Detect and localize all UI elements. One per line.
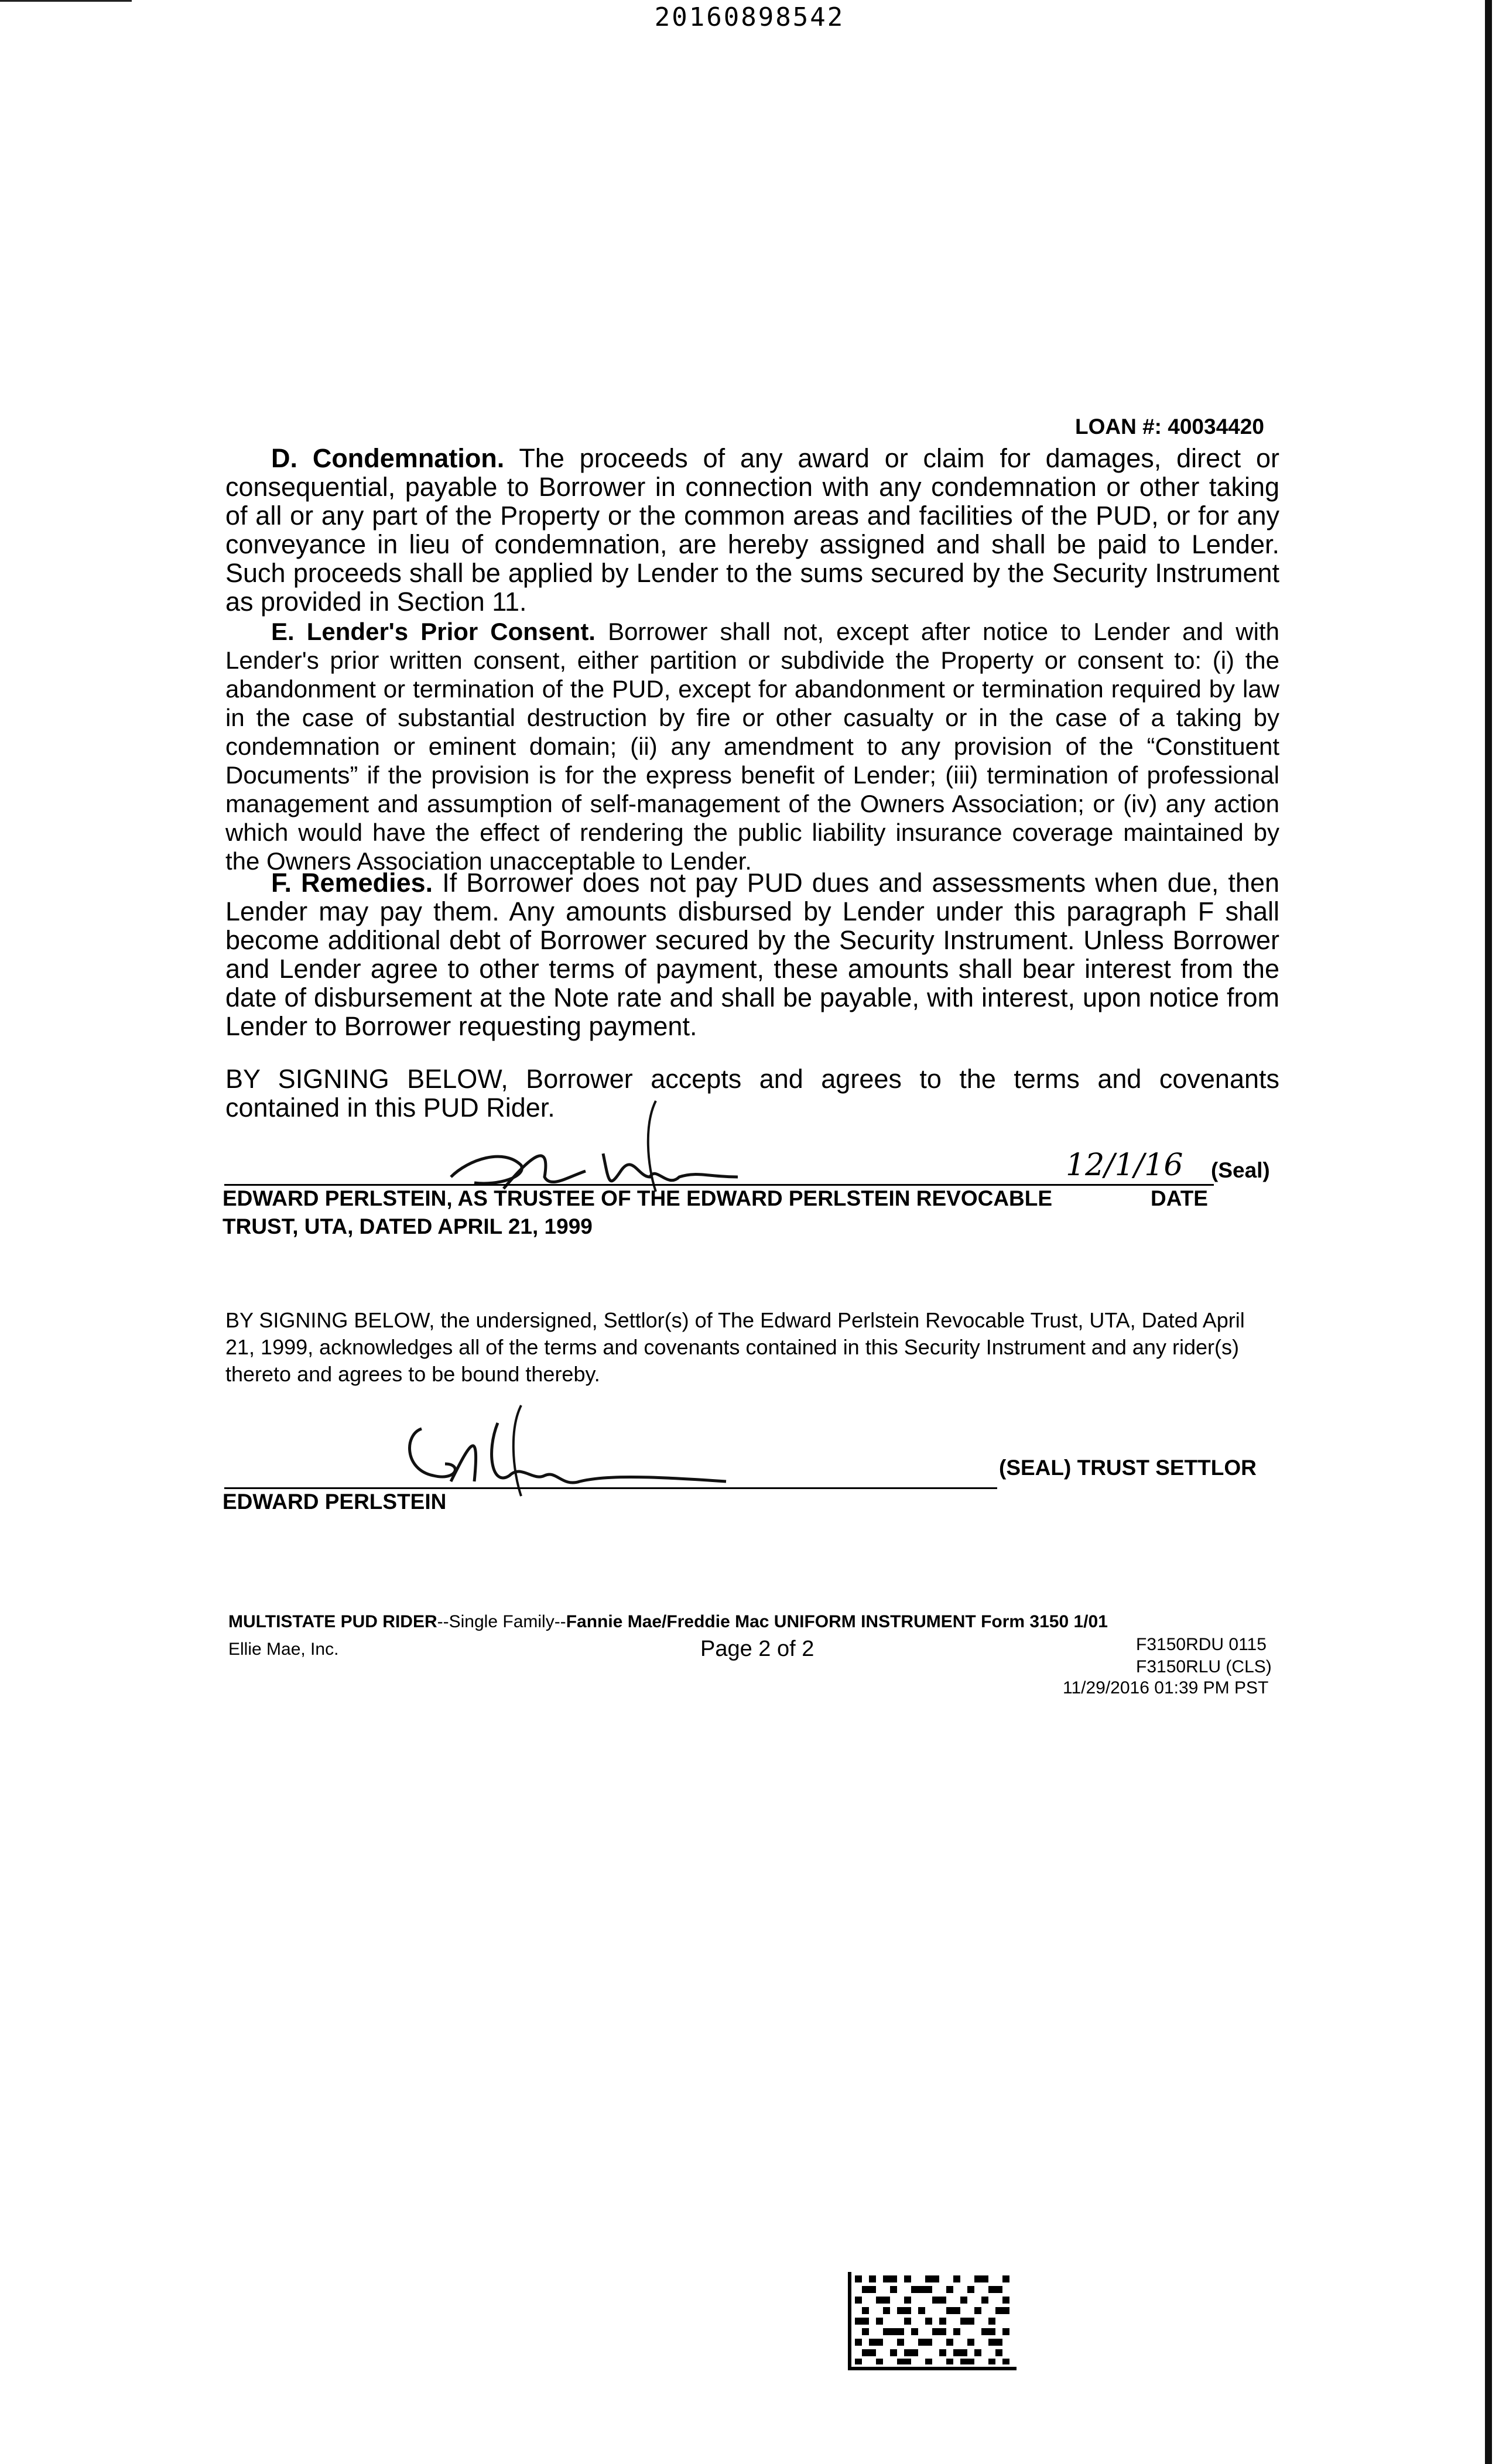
document-number: 20160898542 (654, 2, 845, 32)
barcode-2d (848, 2272, 1017, 2370)
company-name: Ellie Mae, Inc. (228, 1640, 339, 1659)
section-heading: D. Condemnation. (271, 443, 505, 473)
handwritten-date: 12/1/16 (1066, 1148, 1183, 1183)
barcode-pattern (848, 2272, 1017, 2370)
settlor-statement: BY SIGNING BELOW, the undersigned, Settlor(s) of The Edward Perlstein Revocable Trust, UTA, Dated April 21, 1999, acknowledges all of the terms and covenants contained in this Security Instrument and any rider(s) thereto and agrees to be bound thereby. (225, 1308, 1245, 1386)
form-title (228, 1612, 1108, 1632)
date-label: DATE (1151, 1186, 1208, 1210)
section-text: Borrower shall not, except after notice to Lender and with Lender's prior written consent, either partition or subdivide the Property or consent to: (i) the abandonment or termination of the PUD, except for abandonment or termination required by law in the case of substantial destruction by fire or other casualty or in the case of a taking by condemnation or eminent domain; (ii) any amendment to any provision of the “Constituent Documents” if the provision is for the express benefit of Lender; (iii) termination of professional management and assumption of self-management of the Owners Association; or (iv) any action which would have the effect of rendering the public liability insurance coverage maintained by the Owners Association unacceptable to Lender. (225, 618, 1279, 875)
seal-label: (Seal) (1211, 1158, 1270, 1182)
section-condemnation (225, 444, 1279, 616)
form-code-1: F3150RDU 0115 (1136, 1635, 1267, 1654)
section-remedies (225, 868, 1279, 1041)
section-heading: F. Remedies. (271, 868, 433, 898)
form-title-prefix: MULTISTATE PUD RIDER (228, 1612, 437, 1631)
top-edge-line (0, 0, 132, 2)
page-number: Page 2 of 2 (700, 1637, 814, 1661)
section-text: If Borrower does not pay PUD dues and assessments when due, then Lender may pay them. Any amounts disbursed by Lender under this paragraph F shall become additional debt of Borrower secured by the Security Instrument. Unless Borrower and Lender agree to other terms of payment, these amounts shall bear interest from the date of disbursement at the Note rate and shall be payable, with interest, upon notice from Lender to Borrower requesting payment. (225, 868, 1280, 1041)
acceptance-statement: BY SIGNING BELOW, Borrower accepts and agrees to the terms and covenants contained in this PUD Rider. (225, 1064, 1279, 1123)
section-prior-consent (225, 617, 1279, 875)
borrower-name-line1: EDWARD PERLSTEIN, AS TRUSTEE OF THE EDWARD PERLSTEIN REVOCABLE (223, 1186, 1053, 1210)
signature-line (224, 1184, 1214, 1186)
loan-number: LOAN #: 40034420 (1075, 415, 1264, 439)
form-title-middle: --Single Family-- (437, 1612, 566, 1631)
section-heading: E. Lender's Prior Consent. (271, 618, 596, 645)
scan-edge-border (1485, 0, 1492, 2464)
form-code-2: F3150RLU (CLS) (1136, 1657, 1272, 1676)
settlor-name: EDWARD PERLSTEIN (223, 1490, 447, 1514)
timestamp: 11/29/2016 01:39 PM PST (1063, 1678, 1269, 1698)
settlor-signature-line (224, 1487, 997, 1489)
section-text: The proceeds of any award or claim for damages, direct or consequential, payable to Borrower in connection with any condemnation or other taking of all or any part of the Property or the common areas and facilities of the PUD, or for any conveyance in lieu of condemnation, are hereby assigned and shall be paid to Lender. Such proceeds shall be applied by Lender to the sums secured by the Security Instrument as provided in Section 11. (225, 443, 1279, 617)
borrower-name-line2: TRUST, UTA, DATED APRIL 21, 1999 (223, 1214, 593, 1238)
settlor-signature (398, 1399, 750, 1499)
settlor-seal-label: (SEAL) TRUST SETTLOR (999, 1456, 1257, 1480)
form-title-suffix: Fannie Mae/Freddie Mac UNIFORM INSTRUMENT Form 3150 1/01 (566, 1612, 1108, 1631)
